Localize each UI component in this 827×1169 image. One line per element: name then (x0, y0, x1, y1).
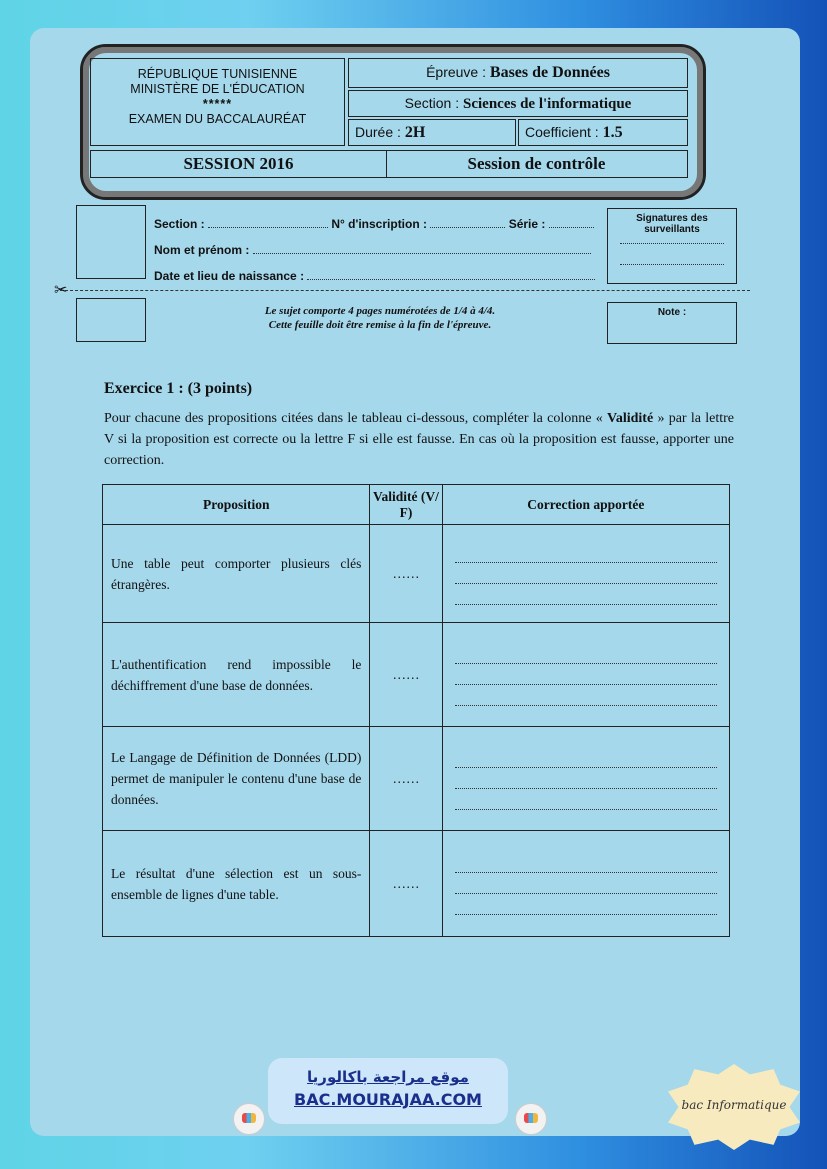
validity-cell[interactable]: …… (370, 727, 442, 831)
inscription-field-label: N° d'inscription : (331, 217, 428, 231)
serie-field[interactable] (549, 217, 594, 228)
correction-cell[interactable] (442, 727, 729, 831)
coefficient-cell (518, 119, 688, 146)
correction-cell[interactable] (442, 831, 729, 937)
section-label: Section : (404, 95, 460, 111)
cut-line (60, 290, 750, 291)
validity-cell[interactable]: …… (370, 623, 442, 727)
signatures-label: Signatures des surveillants (636, 213, 708, 235)
propositions-table (102, 484, 730, 937)
site-badge[interactable] (268, 1058, 508, 1124)
site-logo-icon (515, 1103, 547, 1135)
notice-line-1: Le sujet comporte 4 pages numérotées de 1/4 à 4/4. (264, 305, 496, 317)
page-notice (230, 304, 530, 332)
serie-field-label: Série : (508, 217, 546, 231)
column-header: Correction apportée (442, 485, 729, 525)
signatures-box (607, 208, 737, 284)
exam-text: EXAMEN DU BACCALAURÉAT (128, 112, 307, 126)
instructions-part-b: » par la lettre V si la proposition est correcte ou la lettre F si elle est fausse. En cas où la proposition est fausse, apporter une correction. (104, 411, 734, 468)
ministry-text: MINISTÈRE DE L'ÉDUCATION (130, 82, 305, 96)
epreuve-cell (348, 58, 688, 88)
table-row (103, 623, 730, 727)
table-row (103, 831, 730, 937)
duree-cell (348, 119, 516, 146)
exercise-title: Exercice 1 : (3 points) (104, 380, 253, 397)
proposition-cell: L'authentification rend impossible le déchiffrement d'une base de données. (103, 623, 370, 727)
site-url[interactable]: BAC.MOURAJAA.COM (294, 1090, 482, 1109)
candidate-identity (154, 211, 604, 289)
stars-text: ***** (202, 97, 233, 111)
proposition-cell: Une table peut comporter plusieurs clés étrangères. (103, 525, 370, 623)
epreuve-value: Bases de Données (489, 64, 610, 81)
duree-value: 2H (404, 124, 426, 141)
section-field[interactable] (208, 217, 328, 228)
table-header-row (103, 485, 730, 525)
scissors-icon: ✂ (54, 282, 68, 299)
inscription-field[interactable] (430, 217, 505, 228)
stamp-box-top (76, 205, 146, 279)
proposition-cell: Le Langage de Définition de Données (LDD) permet de manipuler le contenu d'une base de données. (103, 727, 370, 831)
epreuve-label: Épreuve : (426, 64, 487, 80)
note-box (607, 302, 737, 344)
notice-line-2: Cette feuille doit être remise à la fin de l'épreuve. (268, 319, 492, 331)
coefficient-label: Coefficient : (525, 124, 599, 140)
header-institution (90, 58, 345, 146)
republic-text: RÉPUBLIQUE TUNISIENNE (137, 67, 298, 81)
validity-cell[interactable]: …… (370, 525, 442, 623)
signature-line-1[interactable] (620, 243, 724, 244)
exam-page (30, 28, 800, 1136)
correction-cell[interactable] (442, 525, 729, 623)
name-field[interactable] (253, 243, 591, 254)
column-header: Validité (V/ F) (370, 485, 442, 525)
site-arabic-name: موقع مراجعة باكالوريا (307, 1068, 469, 1086)
stamp-box-bottom (76, 298, 146, 342)
birth-field[interactable] (307, 269, 595, 280)
session-row (90, 150, 688, 178)
birth-field-label: Date et lieu de naissance : (154, 269, 305, 283)
instructions-part-a: Pour chacune des propositions citées dans le tableau ci-dessous, compléter la colonne « (104, 411, 608, 426)
table-row (103, 727, 730, 831)
session-year: SESSION 2016 (91, 151, 387, 177)
coefficient-value: 1.5 (602, 124, 623, 141)
column-header: Proposition (103, 485, 370, 525)
session-type: Session de contrôle (467, 154, 606, 173)
instructions-bold: Validité (607, 411, 654, 426)
section-field-label: Section : (154, 217, 205, 231)
duree-label: Durée : (355, 124, 401, 140)
proposition-cell: Le résultat d'une sélection est un sous-ensemble de lignes d'une table. (103, 831, 370, 937)
correction-cell[interactable] (442, 623, 729, 727)
signature-line-2[interactable] (620, 264, 724, 265)
section-value: Sciences de l'informatique (463, 96, 632, 112)
site-logo-icon (233, 1103, 265, 1135)
name-field-label: Nom et prénom : (154, 243, 250, 257)
validity-cell[interactable]: …… (370, 831, 442, 937)
exam-header (90, 58, 690, 178)
table-row (103, 525, 730, 623)
note-label: Note : (657, 307, 687, 318)
section-cell (348, 90, 688, 117)
header-details (348, 58, 688, 146)
exercise-instructions (104, 408, 734, 471)
bac-informatique-text: bac Informatique (681, 1098, 787, 1112)
